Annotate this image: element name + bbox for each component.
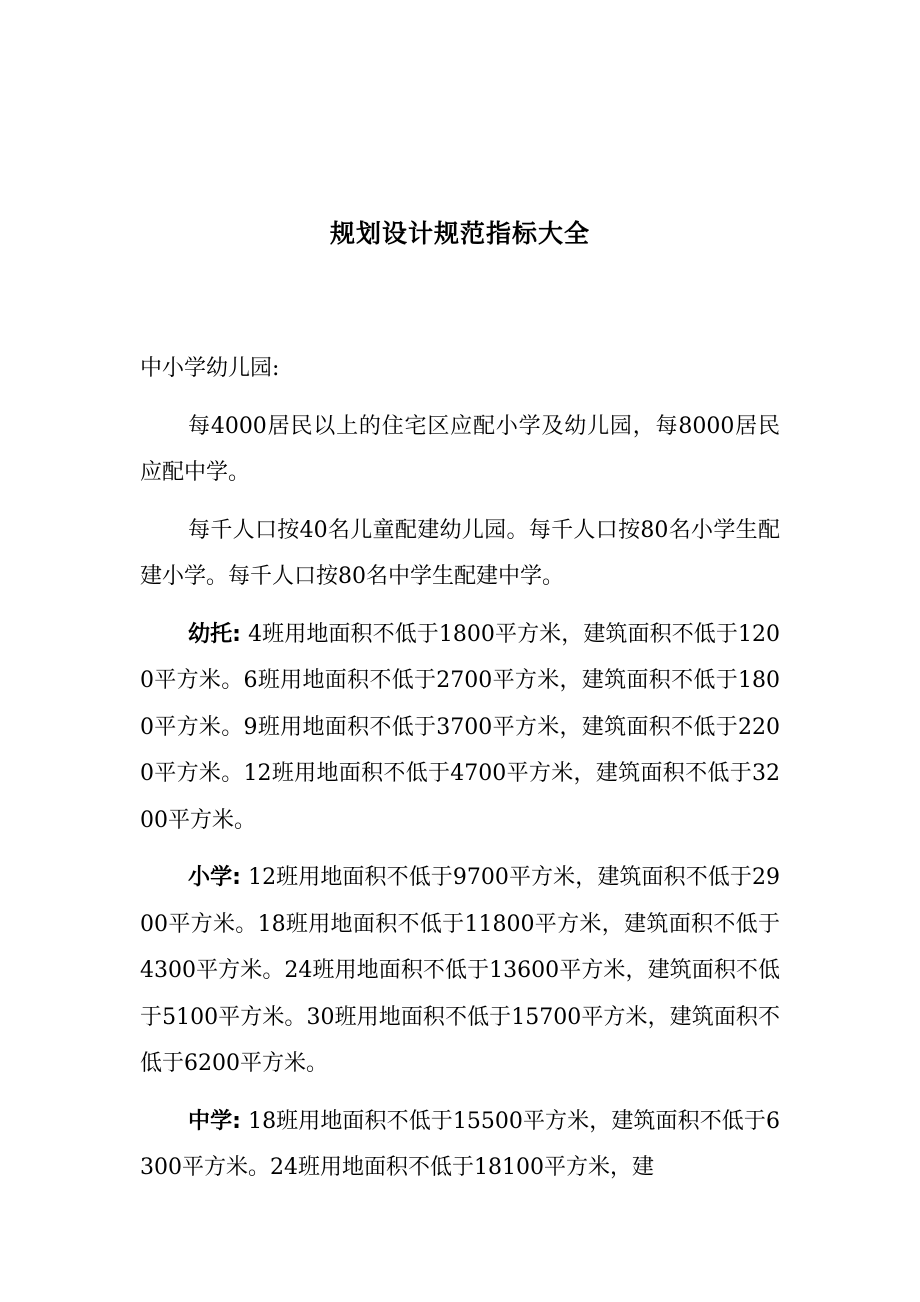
paragraph-text: 12班用地面积不低于9700平方米，建筑面积不低于2900平方米。18班用地面积不低于11800平方米，建筑面积不低于4300平方米。24班用地面积不低于13600平方米，建筑面积不低于5100平方米。30班用地面积不低于15700平方米，建筑面积不低于6200平方米。	[140, 865, 780, 1076]
paragraph-primary-school	[140, 855, 780, 1088]
paragraph-text: 18班用地面积不低于15500平方米，建筑面积不低于6300平方米。24班用地面积不低于18100平方米，建	[140, 1108, 780, 1180]
paragraph-middle-school	[140, 1099, 780, 1192]
paragraph-residential-ratio	[140, 404, 780, 497]
paragraph-text: 每4000居民以上的住宅区应配小学及幼儿园，每8000居民应配中学。	[140, 413, 780, 485]
document-body	[140, 346, 780, 1192]
paragraph-label: 中学:	[188, 1108, 241, 1134]
paragraph-per-thousand	[140, 508, 780, 601]
section-heading: 中小学幼儿园:	[140, 356, 280, 381]
paragraph-label: 小学:	[188, 865, 241, 890]
paragraph-text: 每千人口按40名儿童配建幼儿园。每千人口按80名小学生配建小学。每千人口按80名中学生配建中学。	[140, 517, 780, 589]
paragraph-kindergarten	[140, 612, 780, 845]
page-title: 规划设计规范指标大全	[329, 219, 590, 248]
paragraph-text: 4班用地面积不低于1800平方米，建筑面积不低于1200平方米。6班用地面积不低于2700平方米，建筑面积不低于1800平方米。9班用地面积不低于3700平方米，建筑面积不低于2200平方米。12班用地面积不低于4700平方米，建筑面积不低于3200平方米。	[140, 621, 780, 833]
paragraph-label: 幼托:	[188, 621, 241, 647]
